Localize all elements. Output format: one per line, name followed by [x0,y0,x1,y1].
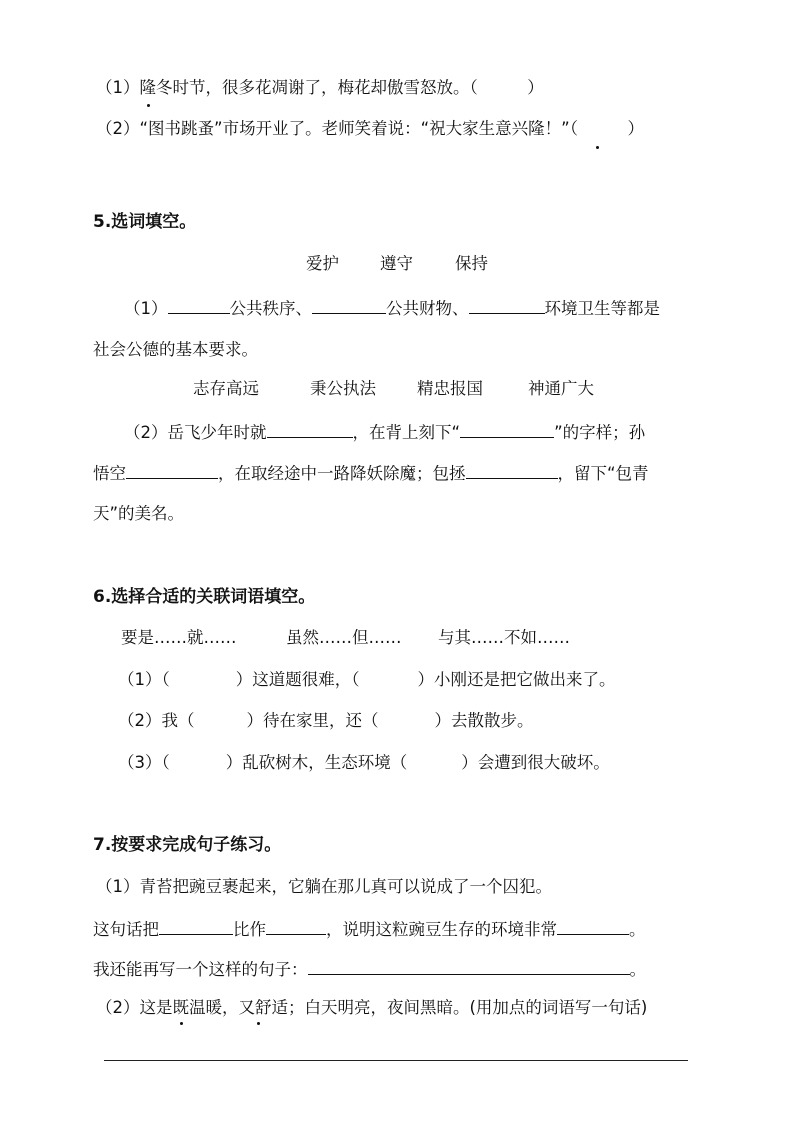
q7-fill-line [93,918,646,941]
q6-heading: 6.选择合适的关联词语填空。 [93,587,316,607]
word-option: 保持 [455,254,488,273]
word-option: 爱护 [306,254,339,273]
q4-item-2: （2）“图书跳蚤”市场开业了。老师笑着说：“祝大家生意兴隆！”（ ） [96,119,644,138]
text-segment: 。 [629,920,646,939]
q7-heading: 7.按要求完成句子练习。 [93,835,282,855]
q7-write-line [93,958,646,981]
q6-item-2 [118,710,534,732]
answer-blank[interactable] [267,421,353,438]
text-segment: ）小刚还是把它做出来了。 [417,670,616,689]
conjunction-option: 虽然……但…… [286,628,402,647]
q5-sentence-2-cont [93,462,649,485]
answer-blank[interactable] [159,918,233,935]
text-segment: （2）我（ [118,711,195,730]
answer-blank[interactable] [168,297,230,314]
text-segment: 。 [629,960,646,979]
emphasis-dot [147,104,150,107]
answer-blank[interactable] [469,297,545,314]
text-segment: （1）（ [118,670,170,689]
text-segment: ，留下“包青 [557,464,649,483]
conjunction-option: 要是……就…… [121,628,237,647]
text-segment: ，说明这粒豌豆生存的环境非常 [326,920,557,939]
text-segment: 公共秩序、 [229,299,312,318]
answer-line[interactable] [104,1060,688,1061]
text-segment: ）待在家里，还（ [246,711,379,730]
q5-sentence-2 [124,421,645,444]
conjunction-option: 与其……不如…… [438,628,570,647]
text-segment: ”的字样；孙 [554,423,646,442]
text-segment: ）会遭到很大破坏。 [461,753,610,772]
q6-item-1 [118,669,616,691]
word-option: 志存高远 [193,379,259,398]
emphasis-dot [257,1022,260,1025]
answer-blank[interactable] [126,462,218,479]
word-option: 秉公执法 [310,379,376,398]
text-segment: （2）岳飞少年时就 [124,423,267,442]
answer-blank[interactable] [466,462,558,479]
text-segment: ，在背上刻下“ [352,423,461,442]
emphasis-dot [180,1022,183,1025]
text-segment: ）乱砍树木，生态环境（ [225,753,408,772]
word-option: 精忠报国 [417,379,483,398]
q4-item-1: （1）隆冬时节，很多花凋谢了，梅花却傲雪怒放。（ ） [96,78,544,97]
q5-sentence-1-cont: 社会公德的基本要求。 [93,340,258,359]
word-option: 神通广大 [528,379,594,398]
answer-blank[interactable] [557,918,629,935]
q5-heading: 5.选词填空。 [93,212,197,232]
q5-sentence-1 [124,297,660,320]
answer-blank[interactable] [312,297,386,314]
text-segment: 这句话把 [93,920,159,939]
q7-sentence-1: （1）青苔把豌豆裹起来，它躺在那儿真可以说成了一个囚犯。 [96,877,552,896]
text-segment: （3）（ [118,753,170,772]
text-segment: 比作 [233,920,266,939]
q7-sentence-2: （2）这是既温暖，又舒适；白天明亮，夜间黑暗。(用加点的词语写一句话) [96,998,648,1017]
text-segment: 我还能再写一个这样的句子： [93,960,308,979]
text-segment: ）去散散步。 [434,711,534,730]
text-segment: ，在取经途中一路降妖除魔；包拯 [218,464,466,483]
text-segment: 公共财物、 [386,299,469,318]
text-segment: 悟空 [93,464,126,483]
item-number: （1） [124,299,168,318]
answer-blank[interactable] [460,421,554,438]
q5-sentence-2-end: 天”的美名。 [93,504,185,523]
text-segment: 环境卫生等都是 [544,299,660,318]
answer-blank[interactable] [266,918,326,935]
word-option: 遵守 [380,254,413,273]
q6-item-3 [118,752,610,774]
emphasis-dot [596,146,599,149]
answer-blank[interactable] [308,958,630,975]
text-segment: ）这道题很难，（ [235,670,360,689]
